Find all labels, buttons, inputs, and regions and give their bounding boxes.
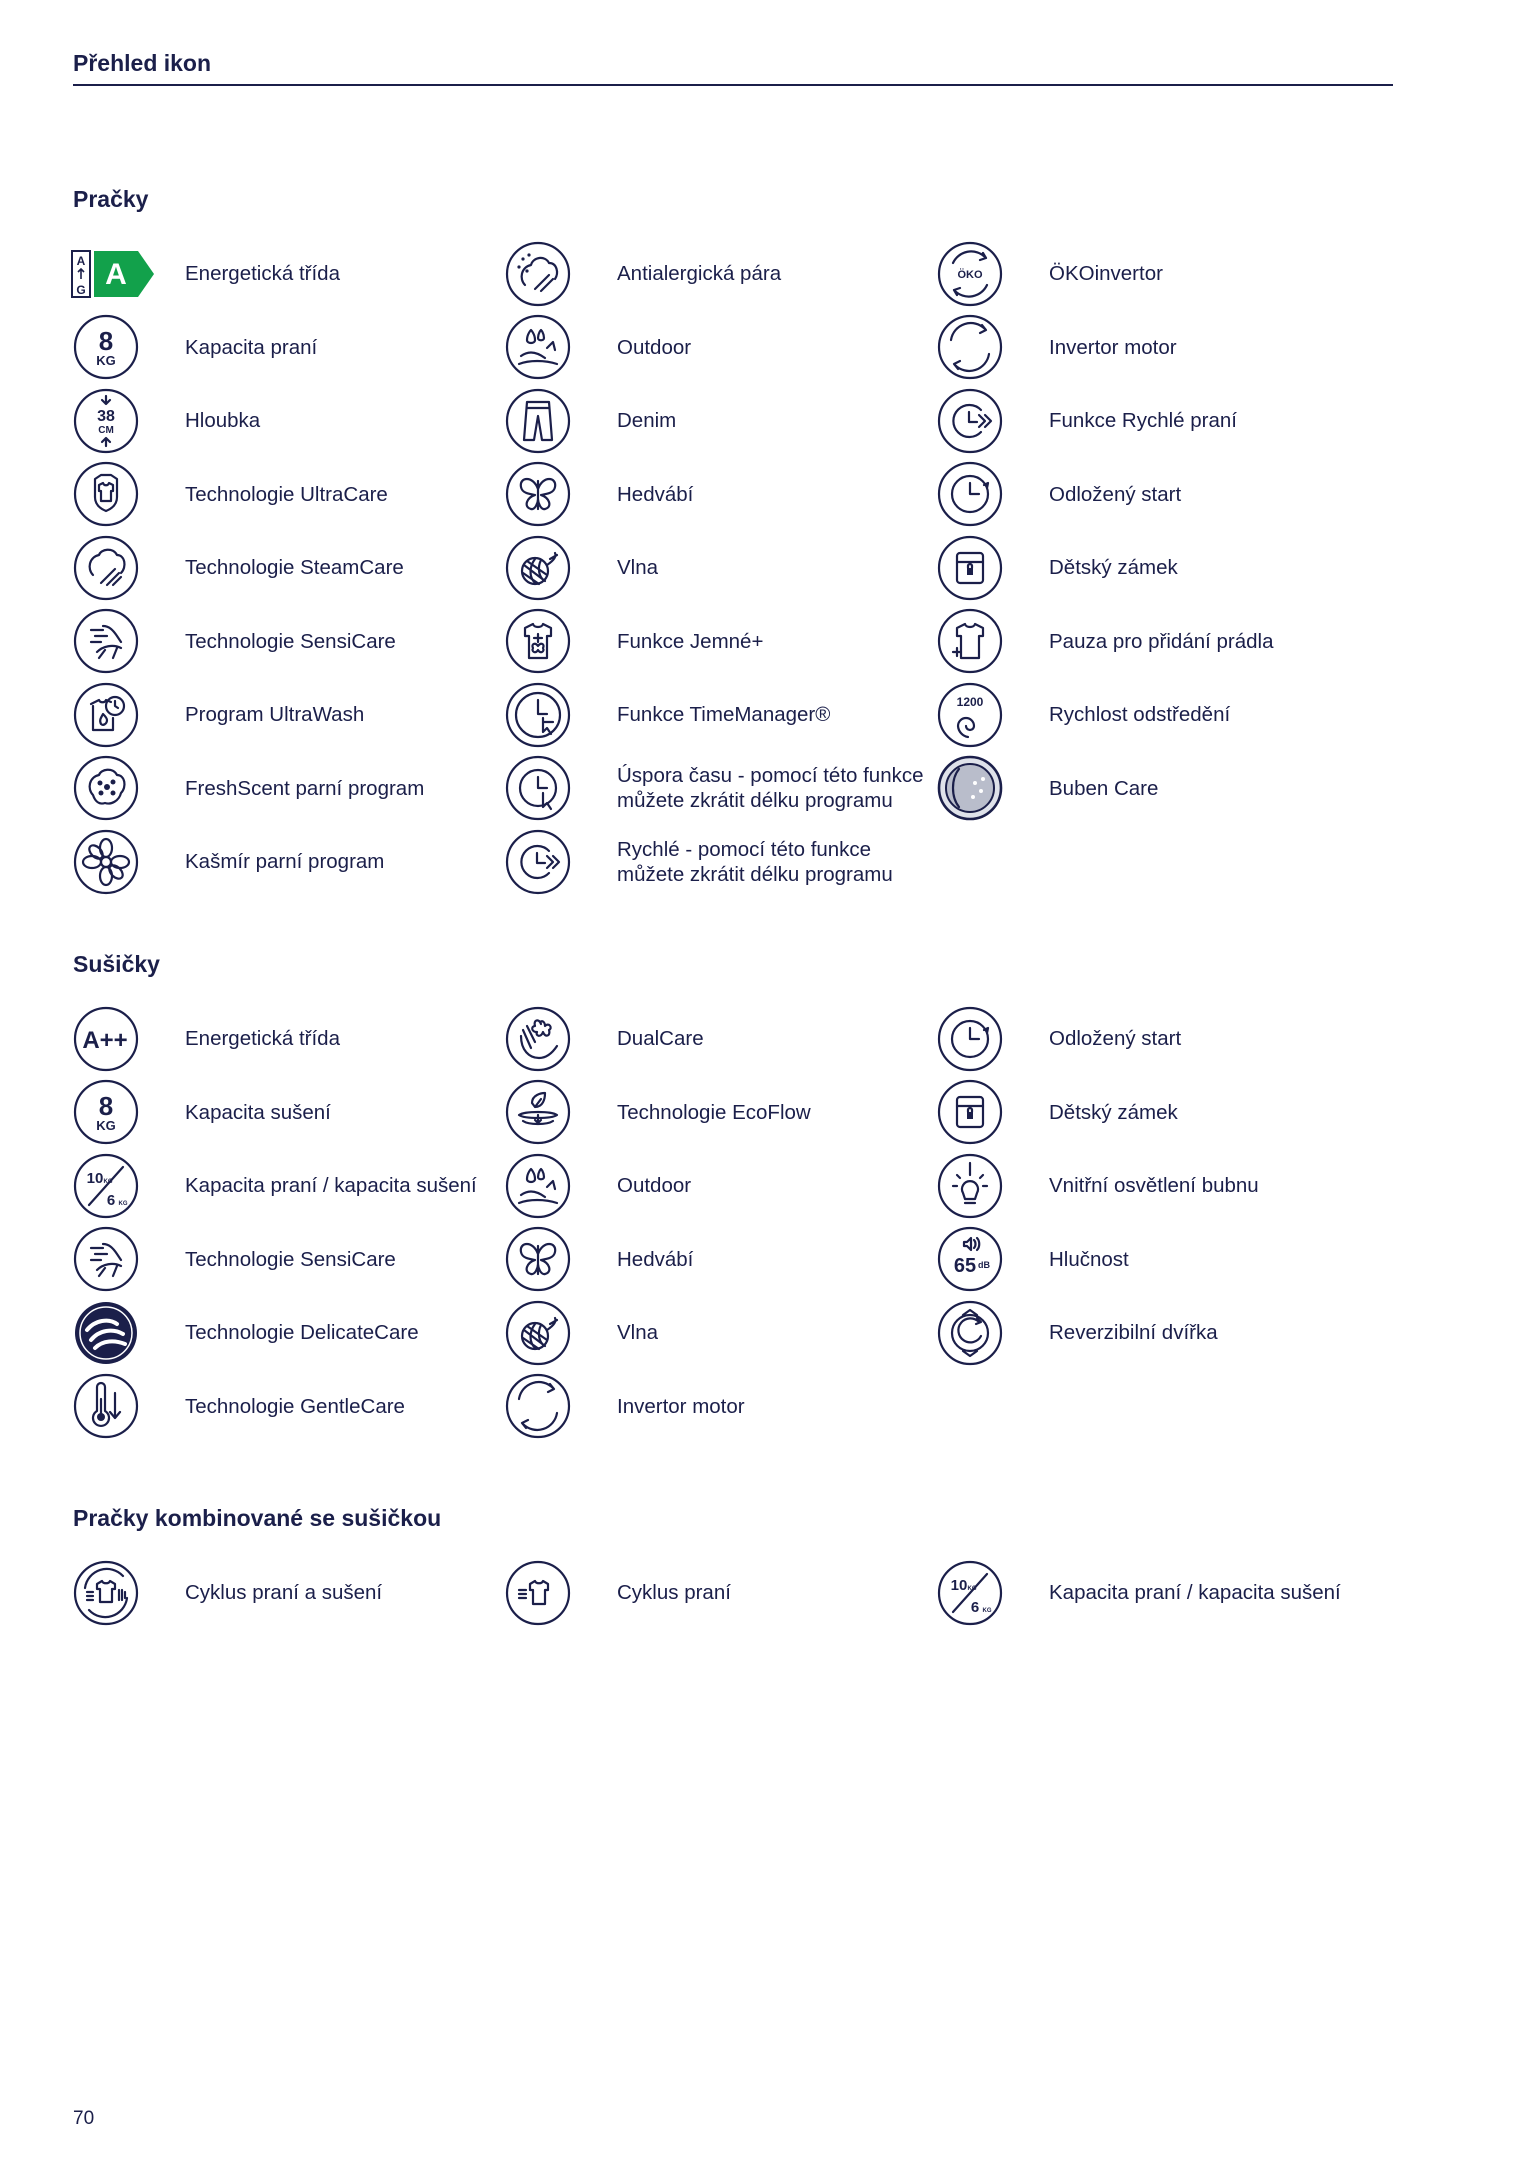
svg-text:38: 38 (97, 407, 115, 425)
title-divider (73, 84, 1393, 86)
svg-text:CM: CM (98, 424, 114, 436)
icon-legend-label: Vlna (617, 556, 659, 580)
icon-legend-label: Odložený start (1049, 1027, 1182, 1051)
icon-legend-item (505, 311, 937, 385)
svg-text:KG: KG (96, 353, 116, 369)
icon-legend-label: Technologie SteamCare (185, 556, 404, 580)
icon-legend-label: Technologie UltraCare (185, 482, 388, 506)
gentlecare-thermometer-icon (73, 1373, 139, 1439)
icon-legend-label: Kapacita praní (185, 335, 318, 359)
add-laundry-icon (937, 608, 1003, 674)
icon-legend-item (505, 531, 937, 605)
icon-legend-item (937, 458, 1369, 532)
icon-legend-label: Hedvábí (617, 482, 694, 506)
svg-text:1200: 1200 (956, 694, 984, 709)
icon-legend-label: DualCare (617, 1027, 704, 1051)
icon-legend-label: Hloubka (185, 409, 261, 433)
icon-legend-label: Technologie EcoFlow (617, 1100, 811, 1124)
delicate-plus-icon (505, 608, 571, 674)
child-lock-icon (937, 535, 1003, 601)
svg-text:KG: KG (982, 1607, 992, 1614)
icon-legend-item (937, 1002, 1369, 1076)
oko-inverter-icon (937, 241, 1003, 307)
icon-legend-item (505, 458, 937, 532)
icon-legend-label: FreshScent parní program (185, 776, 425, 800)
icon-legend-item (505, 752, 937, 826)
icon-legend-label: Odložený start (1049, 482, 1182, 506)
quick-icon (505, 829, 571, 895)
capacity-8kg-icon (73, 314, 139, 380)
timemanager-icon (505, 682, 571, 748)
svg-text:6: 6 (970, 1598, 980, 1616)
steamcare-icon (73, 535, 139, 601)
icon-legend-label: Rychlé - pomocí této funkce můžete zkrátit délku programu (617, 837, 893, 886)
icon-legend-label: Cyklus praní (617, 1581, 731, 1605)
icon-legend-item (505, 678, 937, 752)
energy-a-plus-plus-icon (73, 1006, 139, 1072)
wash-dry-capacity-icon (937, 1560, 1003, 1626)
delayed-start-icon (937, 461, 1003, 527)
icon-legend-label: Invertor motor (1049, 335, 1177, 359)
icon-legend-label: Technologie SensiCare (185, 629, 396, 653)
section-title-washer-dryers: Pračky kombinované se sušičkou (73, 1505, 442, 1531)
svg-text:KG: KG (967, 1585, 977, 1592)
icon-legend-item (73, 1076, 505, 1150)
icon-legend-item (73, 1556, 505, 1630)
freshscent-icon (73, 755, 139, 821)
wash-cycle-icon (505, 1560, 571, 1626)
dualcare-icon (505, 1006, 571, 1072)
icon-legend-label: Reverzibilní dvířka (1049, 1321, 1218, 1345)
icon-legend-label: Dětský zámek (1049, 556, 1178, 580)
icon-legend-label: Outdoor (617, 335, 692, 359)
icon-legend-item (73, 1223, 505, 1297)
icon-legend-item (73, 1296, 505, 1370)
section-title-washers: Pračky (73, 186, 149, 212)
icon-legend-label: Kašmír parní program (185, 850, 385, 874)
icon-legend-label: Úspora času - pomocí této funkce můžete zkrátit délku programu (617, 764, 924, 813)
icon-legend-item (73, 458, 505, 532)
ultrawash-icon (73, 682, 139, 748)
wash-dry-cycle-icon (73, 1560, 139, 1626)
svg-text:65: 65 (953, 1255, 977, 1278)
icon-legend-item (937, 1223, 1369, 1297)
icon-legend-label: Vlna (617, 1321, 659, 1345)
icon-legend-item (937, 1149, 1369, 1223)
icon-legend-item (505, 1149, 937, 1223)
icon-legend-item (73, 311, 505, 385)
icon-legend-item (505, 1223, 937, 1297)
icon-legend-label: Technologie SensiCare (185, 1247, 396, 1271)
icon-legend-label: Energetická třída (185, 1027, 340, 1051)
icon-legend-label: Outdoor (617, 1174, 692, 1198)
denim-icon (505, 388, 571, 454)
svg-text:KG: KG (103, 1178, 113, 1185)
icon-legend-item (937, 384, 1369, 458)
icon-legend-label: Antialergická pára (617, 262, 782, 286)
noise-65db-icon (937, 1226, 1003, 1292)
icon-legend-item (937, 237, 1369, 311)
silk-butterfly-icon (505, 461, 571, 527)
ecoflow-icon (505, 1079, 571, 1145)
icon-legend-item (505, 1370, 937, 1444)
icon-legend-label: Cyklus praní a sušení (185, 1581, 383, 1605)
icon-legend-item (505, 825, 937, 899)
wool-icon (505, 1300, 571, 1366)
icon-legend-item (937, 752, 1369, 826)
svg-text:G: G (76, 282, 86, 297)
drum-light-icon (937, 1153, 1003, 1219)
icon-legend-item (505, 605, 937, 679)
reversible-door-icon (937, 1300, 1003, 1366)
icon-legend-item (505, 237, 937, 311)
icon-legend-item (73, 1149, 505, 1223)
outdoor-icon (505, 314, 571, 380)
drum-care-icon (937, 755, 1003, 821)
wool-icon (505, 535, 571, 601)
icon-legend-item (73, 678, 505, 752)
icon-legend-item (937, 1076, 1369, 1150)
antiallergy-steam-icon (505, 241, 571, 307)
icon-legend-item (73, 605, 505, 679)
icon-legend-item (505, 1076, 937, 1150)
icon-legend-label: Hedvábí (617, 1247, 694, 1271)
icon-legend-label: Pauza pro přidání prádla (1049, 629, 1274, 653)
icon-legend-label: Invertor motor (617, 1394, 745, 1418)
child-lock-icon (937, 1079, 1003, 1145)
icon-legend-item (937, 311, 1369, 385)
icon-legend-item (937, 605, 1369, 679)
icon-legend-label: Funkce Rychlé praní (1049, 409, 1238, 433)
svg-text:dB: dB (978, 1260, 990, 1271)
washers-icon-grid (73, 237, 1369, 899)
spin-1200-icon (937, 682, 1003, 748)
silk-butterfly-icon (505, 1226, 571, 1292)
capacity-8kg-icon (73, 1079, 139, 1145)
page-number: 70 (73, 2108, 95, 2129)
icon-legend-item (937, 678, 1369, 752)
sensicare-icon (73, 608, 139, 674)
svg-text:KG: KG (96, 1118, 116, 1134)
outdoor-icon (505, 1153, 571, 1219)
icon-legend-item (73, 1002, 505, 1076)
icon-legend-label: Kapacita praní / kapacita sušení (185, 1174, 477, 1198)
inverter-motor-icon (937, 314, 1003, 380)
ultracare-icon (73, 461, 139, 527)
svg-text:8: 8 (98, 326, 114, 357)
icon-legend-item (505, 1556, 937, 1630)
icon-legend-label: Energetická třída (185, 262, 340, 286)
section-title-dryers: Sušičky (73, 951, 160, 977)
icon-legend-label: Funkce TimeManager® (617, 703, 831, 727)
icon-legend-item (73, 1370, 505, 1444)
icon-legend-label: Technologie GentleCare (185, 1394, 405, 1418)
icon-legend-label: Rychlost odstředění (1049, 703, 1231, 727)
delicatecare-icon (73, 1300, 139, 1366)
icon-legend-item (73, 825, 505, 899)
svg-text:10: 10 (86, 1169, 104, 1187)
icon-legend-item (937, 1556, 1369, 1630)
page-title: Přehled ikon (73, 50, 212, 76)
icon-legend-label: Hlučnost (1049, 1247, 1129, 1271)
icon-legend-label: Vnitřní osvětlení bubnu (1049, 1174, 1259, 1198)
washer-dryers-icon-grid (73, 1556, 1369, 1630)
time-saving-icon (505, 755, 571, 821)
icon-legend-label: Dětský zámek (1049, 1100, 1178, 1124)
wash-dry-capacity-icon (73, 1153, 139, 1219)
quick-wash-icon (937, 388, 1003, 454)
energy-class-a-icon (73, 241, 139, 307)
svg-text:8: 8 (98, 1091, 114, 1122)
icon-legend-label: ÖKOinvertor (1049, 262, 1163, 286)
icon-legend-label: Kapacita praní / kapacita sušení (1049, 1581, 1341, 1605)
inverter-motor-icon (505, 1373, 571, 1439)
icon-legend-label: Program UltraWash (185, 703, 365, 727)
svg-text:A: A (76, 253, 86, 268)
icon-legend-item (505, 1002, 937, 1076)
icon-legend-label: Kapacita sušení (185, 1100, 331, 1124)
sensicare-icon (73, 1226, 139, 1292)
icon-legend-item (937, 531, 1369, 605)
svg-text:ÖKO: ÖKO (957, 268, 983, 281)
icon-legend-item (73, 531, 505, 605)
icon-legend-item (73, 237, 505, 311)
svg-text:A++: A++ (82, 1026, 128, 1054)
svg-text:10: 10 (950, 1576, 968, 1594)
icon-legend-label: Technologie DelicateCare (185, 1321, 419, 1345)
icon-legend-item (505, 1296, 937, 1370)
icon-legend-label: Denim (617, 409, 677, 433)
icon-legend-item (73, 752, 505, 826)
delayed-start-icon (937, 1006, 1003, 1072)
icon-legend-item (505, 384, 937, 458)
svg-text:KG: KG (118, 1200, 128, 1207)
icon-legend-item (73, 384, 505, 458)
icon-legend-label: Funkce Jemné+ (617, 629, 764, 653)
icon-legend-label: Buben Care (1049, 776, 1159, 800)
icon-legend-item (937, 1296, 1369, 1370)
cashmere-flower-icon (73, 829, 139, 895)
svg-text:6: 6 (106, 1191, 116, 1209)
depth-38cm-icon (73, 388, 139, 454)
dryers-icon-grid (73, 1002, 1369, 1443)
svg-text:A: A (105, 257, 127, 291)
